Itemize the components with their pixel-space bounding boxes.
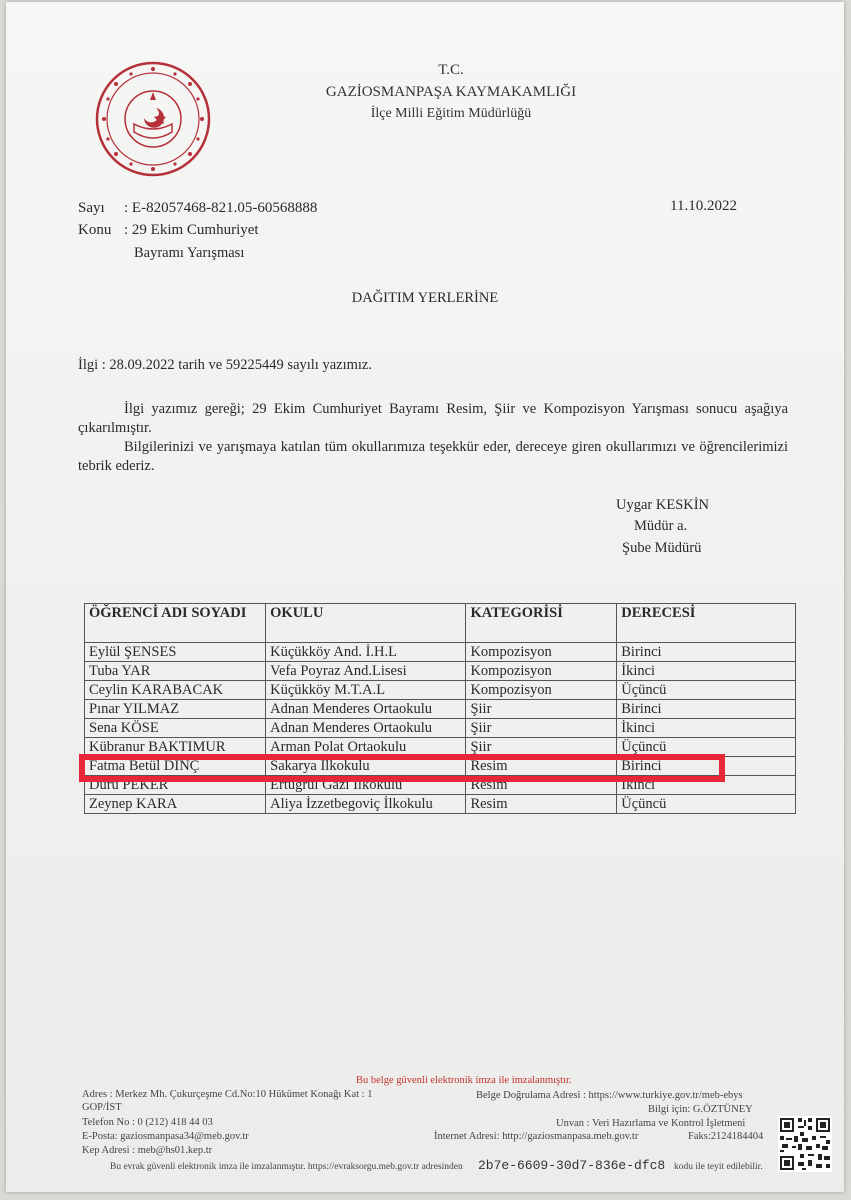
table-row [85, 719, 796, 738]
category: Şiir [466, 700, 617, 719]
table-row [85, 643, 796, 662]
table-row [85, 738, 796, 757]
footer-verify-url: Belge Doğrulama Adresi : https://www.turkiye.gov.tr/meb-ebys [476, 1090, 743, 1101]
verification-hash: 2b7e-6609-30d7-836e-dfc8 [478, 1158, 666, 1173]
header-tc: T.C. [438, 62, 464, 78]
school-name: Vefa Poyraz And.Lisesi [266, 662, 466, 681]
footer-bottom-suffix: kodu ile teyit edilebilir. [674, 1162, 763, 1172]
document-date: 11.10.2022 [670, 198, 737, 214]
rank: İkinci [617, 776, 796, 795]
school-name: Adnan Menderes Ortaokulu [266, 719, 466, 738]
footer-city: GOP/İST [82, 1102, 122, 1113]
category: Resim [466, 795, 617, 814]
table-row [85, 776, 796, 795]
footer-email: E-Posta: gaziosmanpasa34@meb.gov.tr [82, 1131, 249, 1142]
recipient: DAĞITIM YERLERİNE [351, 290, 499, 306]
ilgi-line: İlgi : 28.09.2022 tarih ve 59225449 sayılı yazımız. [78, 357, 372, 373]
col-student: ÖĞRENCİ ADI SOYADI [85, 604, 266, 643]
col-rank: DERECESİ [617, 604, 796, 643]
document-page [6, 2, 844, 1192]
sayi-label: Sayı [78, 200, 105, 216]
footer-fax: Faks:2124184404 [688, 1131, 764, 1142]
category: Şiir [466, 738, 617, 757]
school-name: Adnan Menderes Ortaokulu [266, 700, 466, 719]
col-school: OKULU [266, 604, 466, 643]
rank: İkinci [617, 719, 796, 738]
rank: İkinci [617, 662, 796, 681]
header-department: İlçe Milli Eğitim Müdürlüğü [370, 106, 532, 121]
school-name: Küçükköy And. İ.H.L [266, 643, 466, 662]
konu-value: : 29 Ekim Cumhuriyet [124, 222, 259, 238]
school-name: Aliya İzzetbegoviç İlkokulu [266, 795, 466, 814]
school-name: Sakarya İlkokulu [266, 757, 466, 776]
footer-phone: Telefon No : 0 (212) 418 44 03 [82, 1117, 213, 1128]
signatory-title-1: Müdür a. [634, 518, 688, 534]
footer-info-for: Bilgi için: G.ÖZTÜNEY [648, 1104, 753, 1115]
student-name: Kübranur BAKTIMUR [85, 738, 266, 757]
student-name: Sena KÖSE [85, 719, 266, 738]
rank: Birinci [617, 700, 796, 719]
footer-internet: İnternet Adresi: http://gaziosmanpasa.meb.gov.tr [434, 1131, 639, 1142]
student-name: Ceylin KARABACAK [85, 681, 266, 700]
table-row [85, 681, 796, 700]
signatory-title-2: Şube Müdürü [622, 540, 702, 556]
rank: Üçüncü [617, 681, 796, 700]
results-table [84, 603, 796, 814]
col-category: KATEGORİSİ [466, 604, 617, 643]
student-name: Pınar YILMAZ [85, 700, 266, 719]
category: Resim [466, 776, 617, 795]
qr-code-icon [778, 1116, 832, 1172]
esign-notice: Bu belge güvenli elektronik imza ile imzalanmıştır. [356, 1075, 572, 1086]
rank: Üçüncü [617, 738, 796, 757]
table-header-row [85, 604, 796, 643]
footer-bottom-prefix: Bu evrak güvenli elektronik imza ile imzalanmıştır. https://evraksorgu.meb.gov.tr adresinden [110, 1162, 463, 1172]
school-name: Arman Polat Ortaokulu [266, 738, 466, 757]
rank: Birinci [617, 643, 796, 662]
header-institution: GAZİOSMANPAŞA KAYMAKAMLIĞI [325, 84, 577, 100]
konu-label: Konu [78, 222, 112, 238]
table-row [85, 700, 796, 719]
table-row-highlighted [85, 757, 796, 776]
table-row [85, 662, 796, 681]
category: Kompozisyon [466, 662, 617, 681]
konu-value-2: Bayramı Yarışması [134, 245, 245, 261]
category: Kompozisyon [466, 681, 617, 700]
student-name: Eylül ŞENSES [85, 643, 266, 662]
student-name: Zeynep KARA [85, 795, 266, 814]
ministry-of-education-seal-icon [94, 60, 212, 178]
rank: Birinci [617, 757, 796, 776]
paragraph-2: Bilgilerinizi ve yarışmaya katılan tüm okullarımıza teşekkür eder, dereceye giren okullarımızı ve öğrencilerimizi tebrik ederiz. [78, 439, 788, 474]
sayi-value: : E-82057468-821.05-60568888 [124, 200, 318, 216]
student-name: Duru PEKER [85, 776, 266, 795]
footer-address: Adres : Merkez Mh. Çukurçeşme Cd.No:10 Hükümet Konağı Kat : 1 [82, 1089, 373, 1100]
category: Resim [466, 757, 617, 776]
school-name: Küçükköy M.T.A.L [266, 681, 466, 700]
student-name: Tuba YAR [85, 662, 266, 681]
rank: Üçüncü [617, 795, 796, 814]
school-name: Ertuğrul Gazi İlkokulu [266, 776, 466, 795]
table-row [85, 795, 796, 814]
footer-unvan: Unvan : Veri Hazırlama ve Kontrol İşletmeni [556, 1118, 746, 1129]
signatory-name: Uygar KESKİN [616, 497, 710, 513]
footer-kep: Kep Adresi : meb@hs01.kep.tr [82, 1145, 213, 1156]
category: Kompozisyon [466, 643, 617, 662]
category: Şiir [466, 719, 617, 738]
student-name: Fatma Betül DİNÇ [85, 757, 266, 776]
paragraph-1: İlgi yazımız gereği; 29 Ekim Cumhuriyet Bayramı Resim, Şiir ve Kompozisyon Yarışması sonucu aşağıya çıkarılmıştır. [78, 401, 788, 436]
